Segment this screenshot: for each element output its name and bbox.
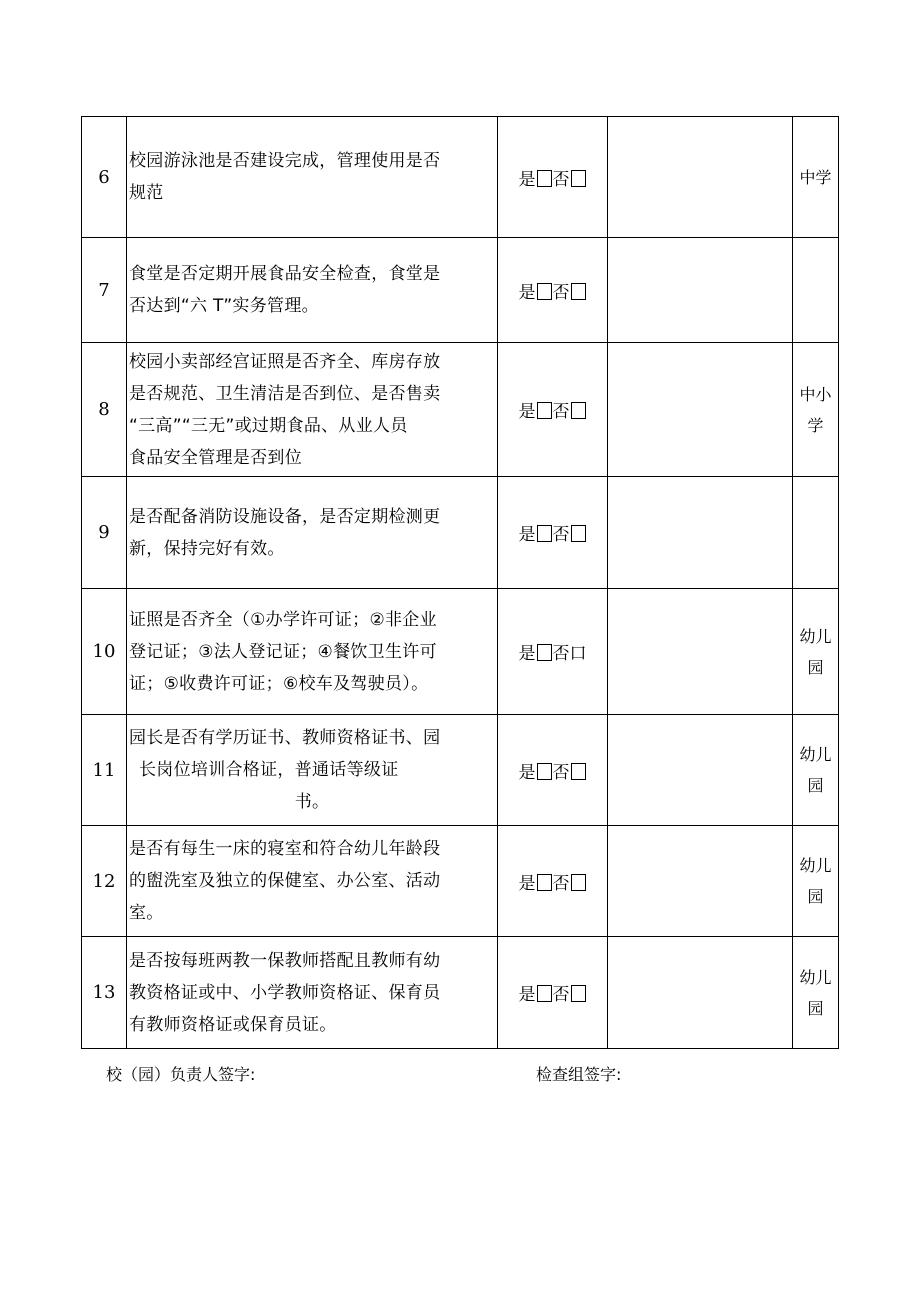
yes-label: 是 — [518, 644, 536, 664]
no-label: 否 — [552, 282, 570, 303]
no-label: 否 — [552, 402, 570, 422]
note-cell — [608, 238, 793, 343]
yes-label: 是 — [518, 402, 536, 422]
scope-label: 中学 — [799, 167, 832, 187]
row-number: 10 — [82, 589, 127, 715]
table-row — [82, 343, 839, 477]
check-item-line: 证；⑤收费许可证；⑥校车及驾驶员）。 — [129, 673, 429, 694]
row-number: 12 — [82, 826, 127, 937]
no-label: 否口 — [552, 644, 587, 664]
check-item-line: 证照是否齐全（①办学许可证；②非企业 — [129, 609, 437, 630]
no-label: 否 — [552, 762, 570, 783]
checkbox-icon — [571, 170, 586, 187]
scope-cell — [793, 343, 839, 477]
scope-cell — [793, 238, 839, 343]
checkbox-icon — [571, 283, 586, 300]
table-row — [82, 238, 839, 343]
result-cell — [498, 589, 608, 715]
result-cell — [498, 477, 608, 589]
inspection-team-signature-label: 检查组签字: — [536, 1065, 622, 1084]
scope-label: 幼儿 — [799, 856, 832, 875]
yes-label: 是 — [518, 873, 536, 894]
check-item-line: 校园游泳池是否建设完成，管理使用是否 — [129, 151, 441, 171]
scope-label: 园 — [807, 887, 824, 906]
checkbox-icon — [537, 874, 552, 891]
note-cell — [608, 715, 793, 826]
check-item-line: 园长是否有学历证书、教师资格证书、园 — [129, 728, 441, 748]
table-row — [82, 589, 839, 715]
note-cell — [608, 937, 793, 1049]
check-item — [127, 589, 498, 715]
yes-label: 是 — [518, 282, 536, 303]
note-cell — [608, 117, 793, 238]
check-item — [127, 117, 498, 238]
scope-cell — [793, 937, 839, 1049]
no-label: 否 — [552, 985, 570, 1005]
checkbox-icon — [571, 402, 586, 419]
result-cell — [498, 238, 608, 343]
check-item-line: 是否有每生一床的寝室和符合幼儿年龄段 — [129, 839, 441, 859]
check-item-line: 书。 — [294, 792, 330, 812]
check-item-line: 教资格证或中、小学教师资格证、保育员 — [129, 982, 441, 1003]
checkbox-icon — [537, 283, 552, 300]
check-item — [127, 826, 498, 937]
scope-label: 幼儿 — [799, 626, 832, 646]
check-item — [127, 937, 498, 1049]
scope-label: 园 — [807, 998, 824, 1018]
no-label: 否 — [552, 169, 570, 190]
row-number: 8 — [82, 343, 127, 477]
result-cell — [498, 937, 608, 1049]
check-item — [127, 477, 498, 589]
table-row — [82, 477, 839, 589]
table-row — [82, 937, 839, 1049]
check-item — [127, 715, 498, 826]
row-number: 6 — [82, 117, 127, 238]
result-cell — [498, 826, 608, 937]
table-row — [82, 117, 839, 238]
check-item-line: 否达到“六 T”实务管理。 — [129, 296, 319, 316]
note-cell — [608, 589, 793, 715]
scope-label: 幼儿 — [799, 745, 832, 764]
yes-label: 是 — [518, 985, 536, 1005]
inspection-table — [81, 116, 839, 1049]
checkbox-icon — [537, 985, 552, 1002]
checkbox-icon — [537, 402, 552, 419]
scope-cell — [793, 477, 839, 589]
check-item-line: 长岗位培训合格证，普通话等级证 — [139, 760, 399, 780]
checkbox-icon — [537, 170, 552, 187]
row-number: 11 — [82, 715, 127, 826]
note-cell — [608, 477, 793, 589]
checkbox-icon — [571, 874, 586, 891]
checkbox-icon — [537, 763, 552, 780]
check-item — [127, 343, 498, 477]
row-number: 9 — [82, 477, 127, 589]
row-number: 7 — [82, 238, 127, 343]
scope-label: 园 — [807, 776, 824, 795]
table-row — [82, 826, 839, 937]
check-item-line: 有教师资格证或保育员证。 — [129, 1014, 337, 1035]
checkbox-icon — [537, 644, 552, 661]
check-item-line: 新，保持完好有效。 — [129, 538, 285, 559]
check-item-line: 室。 — [129, 903, 164, 923]
result-cell — [498, 117, 608, 238]
check-item-line: 规范 — [129, 183, 164, 203]
scope-label: 幼儿 — [799, 967, 832, 987]
check-item-line: 的盥洗室及独立的保健室、办公室、活动 — [129, 871, 441, 891]
check-item-line: 是否规范、卫生清洁是否到位、是否售卖 — [129, 383, 441, 404]
check-item-line: 是否配备消防设施设备，是否定期检测更 — [129, 506, 441, 527]
result-cell — [498, 715, 608, 826]
check-item-line: “三高”“三无”或过期食品、从业人员 — [129, 415, 408, 436]
note-cell — [608, 343, 793, 477]
checkbox-icon — [571, 985, 586, 1002]
scope-cell — [793, 715, 839, 826]
row-number: 13 — [82, 937, 127, 1049]
yes-label: 是 — [518, 762, 536, 783]
scope-cell — [793, 826, 839, 937]
check-item-line: 登记证；③法人登记证；④餐饮卫生许可 — [129, 641, 437, 662]
yes-label: 是 — [518, 525, 536, 545]
principal-signature-label: 校（园）负责人签字: — [106, 1065, 256, 1084]
scope-cell — [793, 589, 839, 715]
checkbox-icon — [571, 525, 586, 542]
check-item — [127, 238, 498, 343]
no-label: 否 — [552, 873, 570, 894]
check-item-line: 校园小卖部经宫证照是否齐全、库房存放 — [129, 351, 441, 372]
scope-label: 园 — [807, 657, 824, 677]
result-cell — [498, 343, 608, 477]
table-row — [82, 715, 839, 826]
note-cell — [608, 826, 793, 937]
check-item-line: 食堂是否定期开展食品安全检查，食堂是 — [129, 264, 441, 284]
check-item-line: 食品安全管理是否到位 — [129, 447, 302, 468]
check-item-line: 是否按每班两教一保教师搭配且教师有幼 — [129, 950, 441, 971]
checkbox-icon — [571, 763, 586, 780]
scope-label: 中小 — [799, 384, 832, 404]
checkbox-icon — [537, 525, 552, 542]
scope-label: 学 — [807, 415, 824, 435]
yes-label: 是 — [518, 169, 536, 190]
no-label: 否 — [552, 525, 570, 545]
scope-cell — [793, 117, 839, 238]
